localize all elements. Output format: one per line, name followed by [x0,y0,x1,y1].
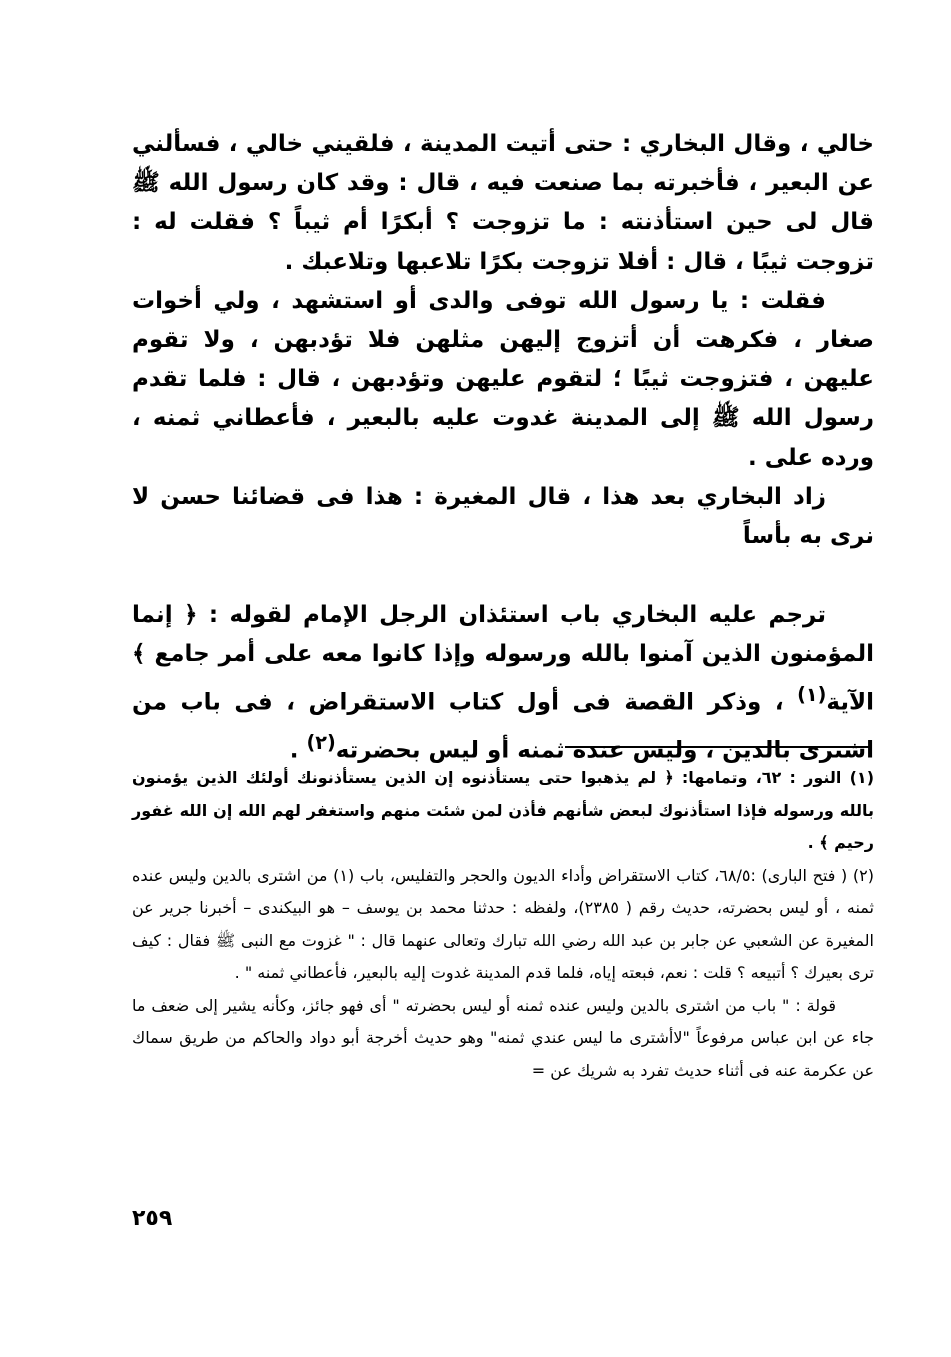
footnote-ref-1: (١) [797,682,827,706]
paragraph-4-end: . [289,737,307,764]
footnote-ref-2: (٢) [306,730,336,754]
paragraph-4 [132,596,874,770]
paragraph-4-intro: ترجم عليه البخاري باب استئذان الرجل الإمام لقوله : ﴿ [183,602,826,629]
footnote-2: (٢) ( فتح البارى) :٦٨/٥، كتاب الاستقراض وأداء الديون والحجر والتفليس، باب (١) من اشترى بالدين وليس عنده ثمنه ، أو ليس بحضرته، حديث رقم ( ٢٣٨٥)، ولفظه : حدثنا محمد بن يوسف – هو البيكندى – أخبرنا جرير عن المغيرة عن الشعبي عن جابر بن عبد الله رضي الله تبارك وتعالى عنهما قال : " غزوت مع النبى ﷺ فقال : كيف ترى بعيرك ؟ أتبيعه ؟ قلت : نعم، فبعته إياه، فلما قدم المدينة غدوت إليه بالبعير، فأعطاني ثمنه " . [132,865,875,982]
paragraph-3: زاد البخاري بعد هذا ، قال المغيرة : هذا فى قضائنا حسن لا نرى به بأساً [132,483,874,550]
footnotes [132,762,874,1087]
paragraph-gap [132,556,874,596]
verse-close: ﴾ الآية [132,641,874,716]
page-number: ٢٥٩ [132,1206,173,1231]
footnote-separator [565,746,871,748]
quran-verse: إنما المؤمنون الذين آمنوا بالله ورسوله وإذا كانوا معه على أمر جامع [132,602,874,668]
main-text [132,125,874,770]
footnote-1: (١) النور : ٦٢، وتمامها: ﴿ لم يذهبوا حتى يستأذنوه إن الذين يستأذنونك أولئك الذين يؤمنون بالله ورسوله فإذا استأذنوك لبعض شأنهم فأذن لمن شئت منهم واستغفر لهم الله إن الله غفور رحيم ﴾ . [132,768,874,852]
paragraph-1: خالي ، وقال البخاري : حتى أتيت المدينة ، فلقيني خالي ، فسألني عن البعير ، فأخبرته بما صنعت فيه ، قال : وقد كان رسول الله ﷺ قال لى حين استأذنته : ما تزوجت ؟ أبكرًا أم ثيباً ؟ فقلت له : تزوجت ثيبًا ، قال : أفلا تزوجت بكرًا تلاعبها وتلاعبك . [132,131,874,275]
paragraph-2: فقلت : يا رسول الله توفى والدى أو استشهد ، ولي أخوات صغار ، فكرهت أن أتزوج إليهن مثلهن فلا تؤدبهن ، ولا تقوم عليهن ، فتزوجت ثيبًا ؛ لتقوم عليهن وتؤدبهن ، قال : فلما تقدم رسول الله ﷺ إلى المدينة غدوت عليه بالبعير ، فأعطاني ثمنه ، ورده على . [132,287,874,471]
footnote-2-continued: قولة : " باب من اشترى بالدين وليس عنده ثمنه أو ليس بحضرته " أى فهو جائز، وكأنه يشير إلى ضعف ما جاء عن ابن عباس مرفوعاً "لاأشترى ما ليس عندي ثمنه" وهو حديث أخرجة أبو دواد والحاكم من طريق سماك عن عكرمة عنه فى أثناء حديث تفرد به شريك عن = [132,995,874,1080]
paragraph-4-middle: ، وذكر القصة فى أول كتاب الاستقراض ، فى باب من اشترى بالدين ، وليس عنده ثمنه أو ليس بحضرته [132,689,874,764]
